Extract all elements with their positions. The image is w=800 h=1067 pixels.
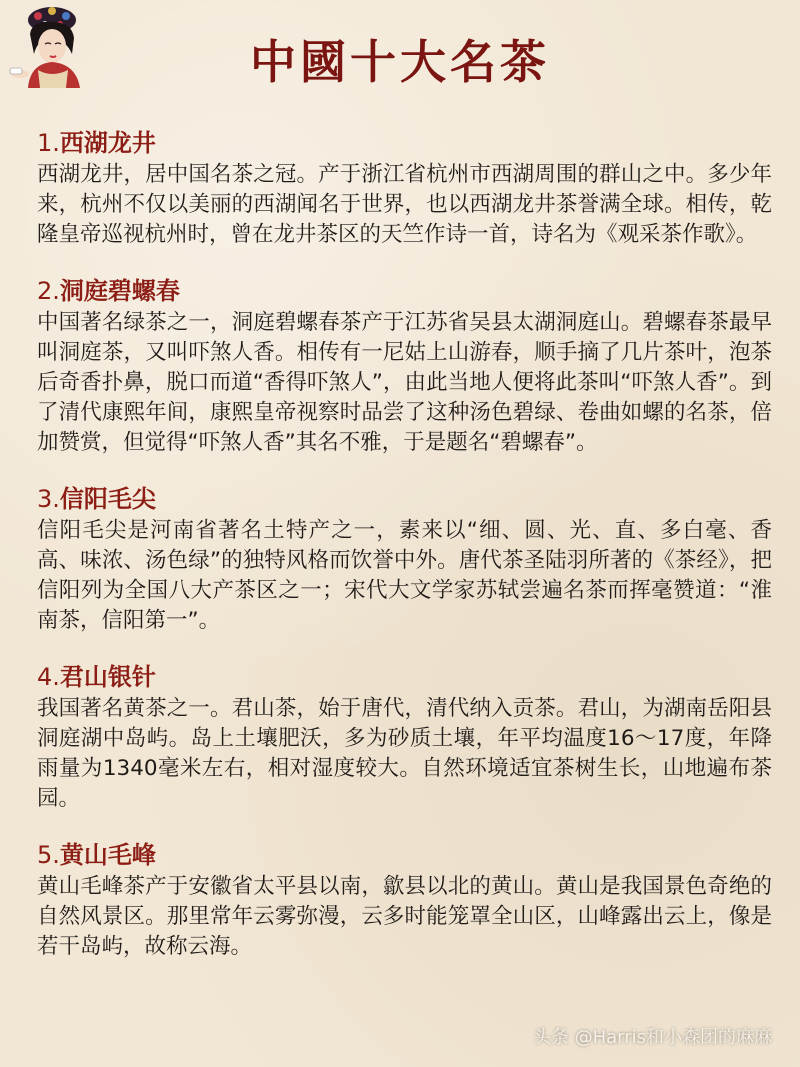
section-heading — [37, 840, 772, 870]
section-number: 1. — [37, 129, 60, 157]
section-text: 信阳毛尖是河南省著名土特产之一，素来以“细、圆、光、直、多白毫、香高、味浓、汤色绿”的独特风格而饮誉中外。唐代茶圣陆羽所著的《茶经》，把信阳列为全国八大产茶区之一；宋代大文学家苏轼尝遍名茶而挥毫赞道：“淮南茶，信阳第一”。 — [37, 518, 772, 633]
section-name: 信阳毛尖 — [59, 484, 156, 513]
tea-section — [37, 662, 772, 814]
tea-section — [37, 484, 772, 636]
section-text: 中国著名绿茶之一，洞庭碧螺春茶产于江苏省吴县太湖洞庭山。碧螺春茶最早叫洞庭茶，又叫吓煞人香。相传有一尼姑上山游春，顺手摘了几片茶叶，泡茶后奇香扑鼻，脱口而道“香得吓煞人”，由此当地人便将此茶叫“吓煞人香”。到了清代康熙年间，康熙皇帝视察时品尝了这种汤色碧绿、卷曲如螺的名茶，倍加赞赏，但觉得“吓煞人香”其名不雅，于是题名“碧螺春”。 — [37, 310, 772, 455]
section-text: 黄山毛峰茶产于安徽省太平县以南，歙县以北的黄山。黄山是我国景色奇绝的自然风景区。那里常年云雾弥漫，云多时能笼罩全山区，山峰露出云上，像是若干岛屿，故称云海。 — [37, 874, 772, 959]
section-number: 3. — [37, 485, 60, 513]
section-number: 5. — [37, 841, 60, 869]
section-number: 4. — [37, 663, 60, 691]
page-title: 中國十大名茶 — [250, 35, 550, 89]
section-heading — [37, 128, 772, 158]
tea-section — [37, 840, 772, 962]
watermark: 头条 @Harris和小森团的麻麻 — [532, 1027, 772, 1048]
section-text: 西湖龙井，居中国名茶之冠。产于浙江省杭州市西湖周围的群山之中。多少年来，杭州不仅以美丽的西湖闻名于世界，也以西湖龙井茶誉满全球。相传，乾隆皇帝巡视杭州时，曾在龙井茶区的天竺作诗一首，诗名为《观采茶作歌》。 — [37, 162, 772, 247]
section-heading — [37, 484, 772, 514]
tea-section — [37, 128, 772, 250]
section-name: 君山银针 — [59, 662, 156, 691]
section-name: 黄山毛峰 — [59, 840, 156, 869]
section-number: 2. — [37, 277, 60, 305]
section-name: 西湖龙井 — [59, 128, 156, 157]
section-name: 洞庭碧螺春 — [59, 276, 180, 305]
tea-section — [37, 276, 772, 458]
section-heading — [37, 662, 772, 692]
section-text: 我国著名黄茶之一。君山茶，始于唐代，清代纳入贡茶。君山，为湖南岳阳县洞庭湖中岛屿。岛上土壤肥沃，多为砂质土壤，年平均温度16～17度，年降雨量为1340毫米左右，相对湿度较大。自然环境适宜茶树生长，山地遍布茶园。 — [37, 696, 772, 811]
tea-list — [37, 128, 772, 988]
section-heading — [37, 276, 772, 306]
